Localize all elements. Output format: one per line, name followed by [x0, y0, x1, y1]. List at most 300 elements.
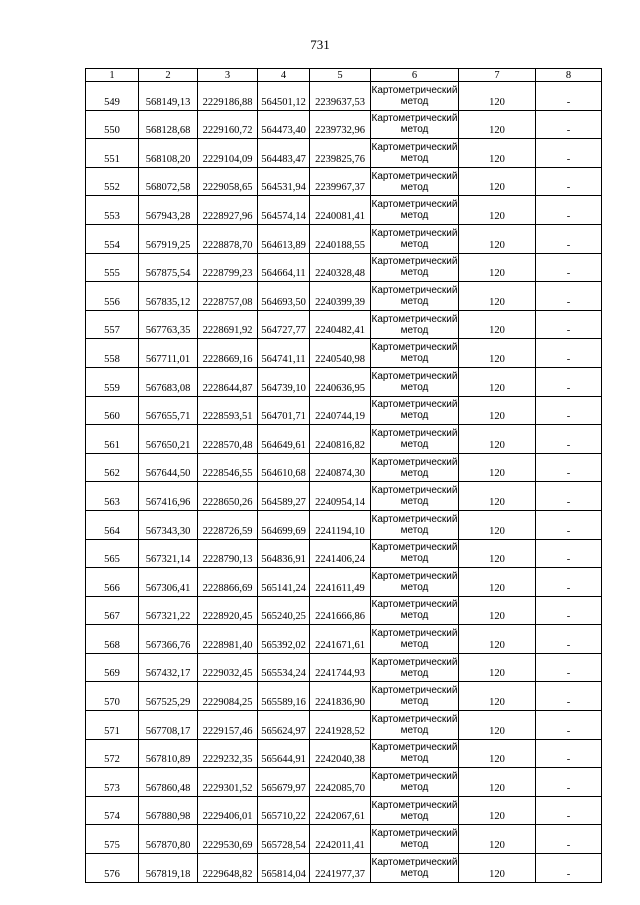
notes-cell: - [536, 367, 602, 396]
x-coordinate-cell: 567416,96 [139, 482, 198, 511]
method-line-2: метод [400, 610, 429, 622]
notes-cell: - [536, 568, 602, 597]
coordinates-table [85, 68, 602, 883]
y-coordinate-2-cell: 2241406,24 [310, 539, 371, 568]
accuracy-cell: 120 [459, 482, 536, 511]
x-coordinate-2-cell: 565240,25 [258, 596, 310, 625]
table-row [86, 224, 602, 253]
accuracy-cell: 120 [459, 568, 536, 597]
accuracy-cell: 120 [459, 196, 536, 225]
method-cell [371, 568, 459, 597]
page-number: 731 [310, 37, 330, 52]
method-line-1: Картометрический [371, 342, 458, 354]
notes-cell: - [536, 596, 602, 625]
method-line-1: Картометрический [371, 742, 458, 754]
x-coordinate-2-cell: 564693,50 [258, 282, 310, 311]
x-coordinate-cell: 567880,98 [139, 796, 198, 825]
notes-cell: - [536, 282, 602, 311]
y-coordinate-2-cell: 2241836,90 [310, 682, 371, 711]
point-number-cell: 552 [86, 167, 139, 196]
notes-cell: - [536, 768, 602, 797]
x-coordinate-cell: 567644,50 [139, 453, 198, 482]
accuracy-cell: 120 [459, 367, 536, 396]
x-coordinate-cell: 567810,89 [139, 739, 198, 768]
notes-cell: - [536, 682, 602, 711]
point-number-cell: 561 [86, 425, 139, 454]
method-cell [371, 796, 459, 825]
method-line-1: Картометрический [371, 427, 458, 439]
point-number-cell: 555 [86, 253, 139, 282]
y-coordinate-cell: 2229406,01 [198, 796, 258, 825]
column-header-5: 5 [310, 69, 371, 82]
table-row [86, 396, 602, 425]
point-number-cell: 572 [86, 739, 139, 768]
point-number-cell: 575 [86, 825, 139, 854]
notes-cell: - [536, 396, 602, 425]
method-line-1: Картометрический [371, 113, 458, 125]
x-coordinate-cell: 567860,48 [139, 768, 198, 797]
method-line-2: метод [400, 867, 429, 879]
column-header-3: 3 [198, 69, 258, 82]
y-coordinate-cell: 2228799,23 [198, 253, 258, 282]
point-number-cell: 568 [86, 625, 139, 654]
table-row [86, 568, 602, 597]
notes-cell: - [536, 110, 602, 139]
y-coordinate-2-cell: 2242085,70 [310, 768, 371, 797]
y-coordinate-cell: 2229104,09 [198, 139, 258, 168]
method-cell [371, 625, 459, 654]
notes-cell: - [536, 653, 602, 682]
notes-cell: - [536, 711, 602, 740]
x-coordinate-2-cell: 564664,11 [258, 253, 310, 282]
y-coordinate-2-cell: 2239967,37 [310, 167, 371, 196]
method-line-2: метод [400, 124, 429, 136]
point-number-cell: 571 [86, 711, 139, 740]
table-row [86, 110, 602, 139]
y-coordinate-cell: 2229301,52 [198, 768, 258, 797]
column-header-2: 2 [139, 69, 198, 82]
method-line-1: Картометрический [371, 485, 458, 497]
y-coordinate-2-cell: 2239825,76 [310, 139, 371, 168]
table-row [86, 339, 602, 368]
header-row [86, 69, 602, 82]
y-coordinate-cell: 2229160,72 [198, 110, 258, 139]
method-line-1: Картометрический [371, 199, 458, 211]
method-cell [371, 282, 459, 311]
accuracy-cell: 120 [459, 339, 536, 368]
table-row [86, 139, 602, 168]
x-coordinate-2-cell: 564473,40 [258, 110, 310, 139]
accuracy-cell: 120 [459, 310, 536, 339]
y-coordinate-2-cell: 2240328,48 [310, 253, 371, 282]
method-line-1: Картометрический [371, 456, 458, 468]
method-line-2: метод [400, 639, 429, 651]
y-coordinate-cell: 2229232,35 [198, 739, 258, 768]
x-coordinate-cell: 568149,13 [139, 82, 198, 111]
table-row [86, 425, 602, 454]
notes-cell: - [536, 167, 602, 196]
method-line-2: метод [400, 410, 429, 422]
method-line-2: метод [400, 810, 429, 822]
x-coordinate-cell: 567683,08 [139, 367, 198, 396]
y-coordinate-2-cell: 2240188,55 [310, 224, 371, 253]
y-coordinate-2-cell: 2241671,61 [310, 625, 371, 654]
y-coordinate-2-cell: 2240954,14 [310, 482, 371, 511]
x-coordinate-2-cell: 564836,91 [258, 539, 310, 568]
method-cell [371, 310, 459, 339]
x-coordinate-cell: 567711,01 [139, 339, 198, 368]
x-coordinate-2-cell: 565534,24 [258, 653, 310, 682]
table-row [86, 510, 602, 539]
method-cell [371, 82, 459, 111]
method-line-2: метод [400, 181, 429, 193]
y-coordinate-2-cell: 2241928,52 [310, 711, 371, 740]
accuracy-cell: 120 [459, 282, 536, 311]
point-number-cell: 562 [86, 453, 139, 482]
y-coordinate-cell: 2229058,65 [198, 167, 258, 196]
method-cell [371, 224, 459, 253]
y-coordinate-cell: 2229084,25 [198, 682, 258, 711]
method-line-2: метод [400, 95, 429, 107]
point-number-cell: 554 [86, 224, 139, 253]
notes-cell: - [536, 425, 602, 454]
notes-cell: - [536, 224, 602, 253]
y-coordinate-2-cell: 2242067,61 [310, 796, 371, 825]
y-coordinate-cell: 2228981,40 [198, 625, 258, 654]
point-number-cell: 573 [86, 768, 139, 797]
point-number-cell: 553 [86, 196, 139, 225]
table-body [86, 82, 602, 883]
method-line-2: метод [400, 581, 429, 593]
method-line-2: метод [400, 324, 429, 336]
y-coordinate-2-cell: 2240081,41 [310, 196, 371, 225]
x-coordinate-2-cell: 564649,61 [258, 425, 310, 454]
method-line-2: метод [400, 353, 429, 365]
x-coordinate-cell: 568072,58 [139, 167, 198, 196]
x-coordinate-2-cell: 564531,94 [258, 167, 310, 196]
y-coordinate-cell: 2228650,26 [198, 482, 258, 511]
y-coordinate-2-cell: 2240744,19 [310, 396, 371, 425]
accuracy-cell: 120 [459, 796, 536, 825]
method-line-2: метод [400, 753, 429, 765]
point-number-cell: 556 [86, 282, 139, 311]
method-line-2: метод [400, 267, 429, 279]
column-header-8: 8 [536, 69, 602, 82]
y-coordinate-2-cell: 2240540,98 [310, 339, 371, 368]
method-cell [371, 453, 459, 482]
column-header-1: 1 [86, 69, 139, 82]
point-number-cell: 551 [86, 139, 139, 168]
table-row [86, 796, 602, 825]
notes-cell: - [536, 82, 602, 111]
method-line-1: Картометрический [371, 141, 458, 153]
x-coordinate-cell: 567875,54 [139, 253, 198, 282]
accuracy-cell: 120 [459, 711, 536, 740]
notes-cell: - [536, 196, 602, 225]
y-coordinate-cell: 2228920,45 [198, 596, 258, 625]
method-cell [371, 196, 459, 225]
point-number-cell: 567 [86, 596, 139, 625]
table-row [86, 682, 602, 711]
method-cell [371, 425, 459, 454]
table-row [86, 453, 602, 482]
x-coordinate-cell: 567343,30 [139, 510, 198, 539]
x-coordinate-2-cell: 565624,97 [258, 711, 310, 740]
y-coordinate-cell: 2228691,92 [198, 310, 258, 339]
method-line-1: Картометрический [371, 227, 458, 239]
column-header-4: 4 [258, 69, 310, 82]
x-coordinate-2-cell: 564699,69 [258, 510, 310, 539]
notes-cell: - [536, 453, 602, 482]
method-line-2: метод [400, 210, 429, 222]
x-coordinate-cell: 567763,35 [139, 310, 198, 339]
x-coordinate-cell: 567870,80 [139, 825, 198, 854]
table-row [86, 625, 602, 654]
y-coordinate-2-cell: 2240636,95 [310, 367, 371, 396]
accuracy-cell: 120 [459, 682, 536, 711]
x-coordinate-cell: 567366,76 [139, 625, 198, 654]
method-line-2: метод [400, 467, 429, 479]
accuracy-cell: 120 [459, 82, 536, 111]
y-coordinate-2-cell: 2240482,41 [310, 310, 371, 339]
notes-cell: - [536, 482, 602, 511]
y-coordinate-cell: 2228726,59 [198, 510, 258, 539]
table-row [86, 310, 602, 339]
method-line-2: метод [400, 438, 429, 450]
notes-cell: - [536, 310, 602, 339]
method-line-1: Картометрический [371, 170, 458, 182]
y-coordinate-cell: 2228866,69 [198, 568, 258, 597]
method-line-1: Картометрический [371, 656, 458, 668]
y-coordinate-2-cell: 2241744,93 [310, 653, 371, 682]
point-number-cell: 570 [86, 682, 139, 711]
x-coordinate-cell: 567819,18 [139, 854, 198, 883]
point-number-cell: 574 [86, 796, 139, 825]
x-coordinate-2-cell: 565589,16 [258, 682, 310, 711]
method-line-2: метод [400, 696, 429, 708]
x-coordinate-cell: 568128,68 [139, 110, 198, 139]
x-coordinate-2-cell: 564589,27 [258, 482, 310, 511]
x-coordinate-cell: 567321,14 [139, 539, 198, 568]
accuracy-cell: 120 [459, 825, 536, 854]
method-cell [371, 739, 459, 768]
table-row [86, 482, 602, 511]
x-coordinate-cell: 567525,29 [139, 682, 198, 711]
point-number-cell: 560 [86, 396, 139, 425]
method-line-2: метод [400, 782, 429, 794]
method-line-1: Картометрический [371, 513, 458, 525]
method-line-2: метод [400, 238, 429, 250]
point-number-cell: 550 [86, 110, 139, 139]
method-line-1: Картометрический [371, 84, 458, 96]
x-coordinate-cell: 567321,22 [139, 596, 198, 625]
accuracy-cell: 120 [459, 768, 536, 797]
x-coordinate-cell: 567432,17 [139, 653, 198, 682]
y-coordinate-2-cell: 2240874,30 [310, 453, 371, 482]
method-line-1: Картометрический [371, 399, 458, 411]
table-row [86, 253, 602, 282]
table-row [86, 196, 602, 225]
y-coordinate-cell: 2228669,16 [198, 339, 258, 368]
table-row [86, 711, 602, 740]
point-number-cell: 559 [86, 367, 139, 396]
method-cell [371, 396, 459, 425]
method-cell [371, 110, 459, 139]
notes-cell: - [536, 539, 602, 568]
accuracy-cell: 120 [459, 539, 536, 568]
accuracy-cell: 120 [459, 110, 536, 139]
accuracy-cell: 120 [459, 139, 536, 168]
method-cell [371, 825, 459, 854]
x-coordinate-2-cell: 565141,24 [258, 568, 310, 597]
point-number-cell: 565 [86, 539, 139, 568]
method-line-2: метод [400, 839, 429, 851]
table-row [86, 539, 602, 568]
x-coordinate-2-cell: 564610,68 [258, 453, 310, 482]
y-coordinate-cell: 2228593,51 [198, 396, 258, 425]
point-number-cell: 569 [86, 653, 139, 682]
table-row [86, 739, 602, 768]
method-cell [371, 510, 459, 539]
x-coordinate-2-cell: 564574,14 [258, 196, 310, 225]
method-line-2: метод [400, 152, 429, 164]
method-line-1: Картометрический [371, 771, 458, 783]
method-line-2: метод [400, 381, 429, 393]
y-coordinate-cell: 2228644,87 [198, 367, 258, 396]
method-line-2: метод [400, 553, 429, 565]
x-coordinate-2-cell: 564483,47 [258, 139, 310, 168]
notes-cell: - [536, 825, 602, 854]
accuracy-cell: 120 [459, 596, 536, 625]
notes-cell: - [536, 739, 602, 768]
y-coordinate-cell: 2229530,69 [198, 825, 258, 854]
method-line-2: метод [400, 496, 429, 508]
y-coordinate-2-cell: 2240816,82 [310, 425, 371, 454]
x-coordinate-2-cell: 564727,77 [258, 310, 310, 339]
x-coordinate-2-cell: 565728,54 [258, 825, 310, 854]
accuracy-cell: 120 [459, 253, 536, 282]
point-number-cell: 549 [86, 82, 139, 111]
method-cell [371, 711, 459, 740]
x-coordinate-2-cell: 564613,89 [258, 224, 310, 253]
accuracy-cell: 120 [459, 854, 536, 883]
accuracy-cell: 120 [459, 425, 536, 454]
method-line-1: Картометрический [371, 685, 458, 697]
y-coordinate-cell: 2229032,45 [198, 653, 258, 682]
notes-cell: - [536, 625, 602, 654]
y-coordinate-cell: 2228927,96 [198, 196, 258, 225]
x-coordinate-cell: 567306,41 [139, 568, 198, 597]
x-coordinate-2-cell: 564701,71 [258, 396, 310, 425]
table-row [86, 282, 602, 311]
y-coordinate-2-cell: 2241977,37 [310, 854, 371, 883]
table-row [86, 367, 602, 396]
accuracy-cell: 120 [459, 453, 536, 482]
method-cell [371, 167, 459, 196]
x-coordinate-cell: 567919,25 [139, 224, 198, 253]
y-coordinate-cell: 2229157,46 [198, 711, 258, 740]
y-coordinate-2-cell: 2241666,86 [310, 596, 371, 625]
y-coordinate-cell: 2228790,13 [198, 539, 258, 568]
point-number-cell: 576 [86, 854, 139, 883]
point-number-cell: 557 [86, 310, 139, 339]
accuracy-cell: 120 [459, 167, 536, 196]
y-coordinate-cell: 2228757,08 [198, 282, 258, 311]
method-line-2: метод [400, 667, 429, 679]
method-cell [371, 653, 459, 682]
method-cell [371, 253, 459, 282]
method-line-1: Картометрический [371, 256, 458, 268]
x-coordinate-2-cell: 564739,10 [258, 367, 310, 396]
y-coordinate-2-cell: 2240399,39 [310, 282, 371, 311]
notes-cell: - [536, 796, 602, 825]
accuracy-cell: 120 [459, 625, 536, 654]
table-row [86, 825, 602, 854]
x-coordinate-cell: 567708,17 [139, 711, 198, 740]
method-line-1: Картометрический [371, 370, 458, 382]
table-row [86, 167, 602, 196]
method-cell [371, 482, 459, 511]
table-row [86, 768, 602, 797]
x-coordinate-cell: 567943,28 [139, 196, 198, 225]
method-cell [371, 854, 459, 883]
method-line-1: Картометрический [371, 313, 458, 325]
x-coordinate-cell: 568108,20 [139, 139, 198, 168]
y-coordinate-cell: 2229648,82 [198, 854, 258, 883]
y-coordinate-cell: 2228878,70 [198, 224, 258, 253]
column-header-6: 6 [371, 69, 459, 82]
x-coordinate-cell: 567835,12 [139, 282, 198, 311]
method-line-1: Картометрический [371, 799, 458, 811]
accuracy-cell: 120 [459, 510, 536, 539]
method-line-1: Картометрический [371, 542, 458, 554]
x-coordinate-2-cell: 564741,11 [258, 339, 310, 368]
method-line-2: метод [400, 724, 429, 736]
x-coordinate-2-cell: 565814,04 [258, 854, 310, 883]
accuracy-cell: 120 [459, 739, 536, 768]
y-coordinate-2-cell: 2241611,49 [310, 568, 371, 597]
method-line-1: Картометрический [371, 284, 458, 296]
method-cell [371, 539, 459, 568]
notes-cell: - [536, 339, 602, 368]
method-cell [371, 596, 459, 625]
y-coordinate-2-cell: 2241194,10 [310, 510, 371, 539]
x-coordinate-2-cell: 565679,97 [258, 768, 310, 797]
y-coordinate-cell: 2228570,48 [198, 425, 258, 454]
notes-cell: - [536, 510, 602, 539]
y-coordinate-cell: 2229186,88 [198, 82, 258, 111]
accuracy-cell: 120 [459, 653, 536, 682]
method-line-1: Картометрический [371, 828, 458, 840]
x-coordinate-2-cell: 565710,22 [258, 796, 310, 825]
y-coordinate-2-cell: 2239732,96 [310, 110, 371, 139]
method-line-2: метод [400, 524, 429, 536]
method-cell [371, 367, 459, 396]
column-header-7: 7 [459, 69, 536, 82]
x-coordinate-cell: 567650,21 [139, 425, 198, 454]
x-coordinate-2-cell: 565392,02 [258, 625, 310, 654]
method-line-1: Картометрический [371, 599, 458, 611]
method-line-1: Картометрический [371, 856, 458, 868]
method-cell [371, 339, 459, 368]
table-row [86, 854, 602, 883]
accuracy-cell: 120 [459, 396, 536, 425]
method-line-2: метод [400, 295, 429, 307]
point-number-cell: 564 [86, 510, 139, 539]
table-row [86, 82, 602, 111]
point-number-cell: 558 [86, 339, 139, 368]
y-coordinate-2-cell: 2239637,53 [310, 82, 371, 111]
